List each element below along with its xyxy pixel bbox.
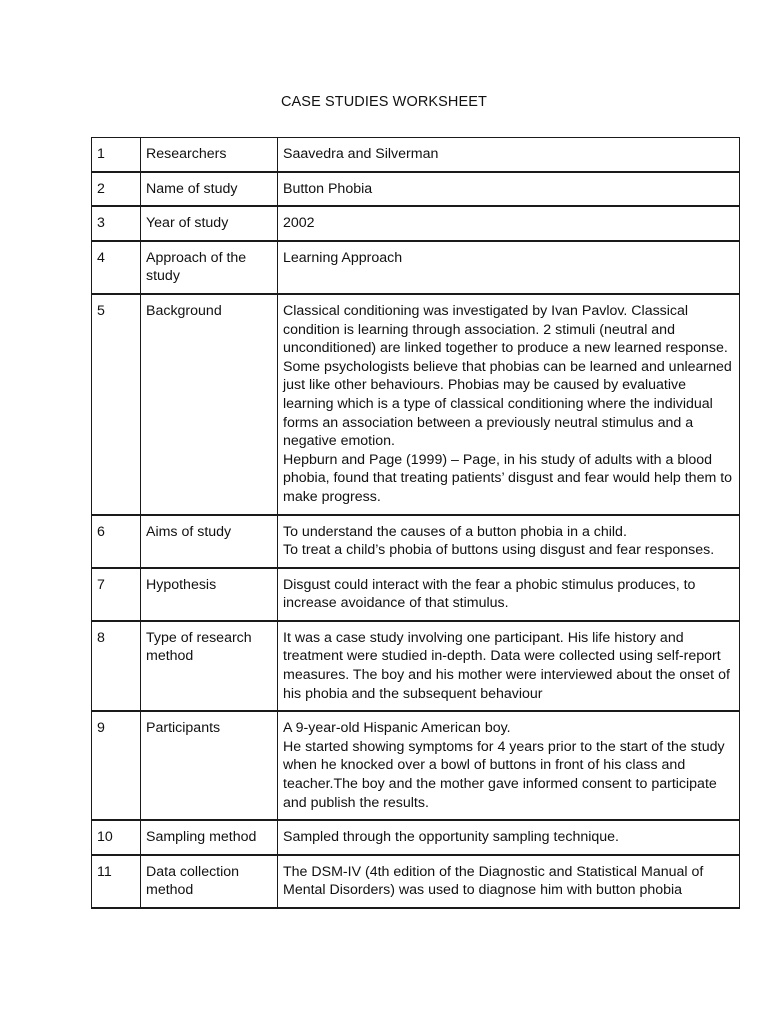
row-label: Year of study [141, 206, 278, 241]
row-value-paragraph: To treat a child’s phobia of buttons using disgust and fear responses. [283, 542, 715, 559]
row-value [278, 172, 740, 207]
row-value-paragraph: Button Phobia [283, 180, 373, 197]
row-value [278, 515, 740, 568]
row-label: Approach of the study [141, 241, 278, 294]
table-row [92, 515, 740, 568]
row-value-paragraph: Sampled through the opportunity sampling technique. [283, 829, 619, 846]
row-value-paragraph: Hepburn and Page (1999) – Page, in his study of adults with a blood phobia, found that treating patients’ disgust and fear would help them to make progress. [283, 451, 733, 505]
row-number: 5 [92, 294, 141, 515]
table-row [92, 621, 740, 711]
row-number: 9 [92, 711, 141, 820]
row-value [278, 241, 740, 294]
table-row [92, 206, 740, 241]
row-value-paragraph: 2002 [283, 215, 315, 232]
row-value [278, 711, 740, 820]
row-value-paragraph: Learning Approach [283, 249, 403, 266]
row-value-paragraph: Saavedra and Silverman [283, 146, 439, 162]
table-row [92, 568, 740, 621]
row-value-paragraph: He started showing symptoms for 4 years prior to the start of the study when he knocked over a bowl of buttons in front of his class and teacher.The boy and the mother gave informed consent to participate and publish the results. [283, 738, 725, 811]
row-number: 11 [92, 855, 141, 908]
row-number: 4 [92, 241, 141, 294]
row-value-paragraph: It was a case study involving one participant. His life history and treatment were studied in-depth. Data were collected using self-report measures. The boy and his mother were interviewed about the onset of his phobia and the subsequent behaviour [283, 629, 730, 702]
row-label: Hypothesis [141, 568, 278, 621]
table-row [92, 711, 740, 820]
table-row [92, 294, 740, 515]
row-number: 1 [92, 138, 141, 172]
row-label: Sampling method [141, 820, 278, 855]
row-number: 10 [92, 820, 141, 855]
row-label: Aims of study [141, 515, 278, 568]
row-label: Data collection method [141, 855, 278, 908]
row-number: 2 [92, 172, 141, 207]
row-label: Researchers [141, 138, 278, 172]
table-row [92, 172, 740, 207]
row-label: Name of study [141, 172, 278, 207]
worksheet-body [92, 138, 740, 909]
table-row [92, 820, 740, 855]
row-number: 7 [92, 568, 141, 621]
row-value-paragraph: A 9-year-old Hispanic American boy. [283, 720, 511, 737]
row-label: Type of research method [141, 621, 278, 711]
row-value [278, 138, 740, 172]
row-number: 8 [92, 621, 141, 711]
row-value [278, 206, 740, 241]
row-value [278, 855, 740, 908]
row-value [278, 621, 740, 711]
table-row [92, 241, 740, 294]
row-value-paragraph: Disgust could interact with the fear a phobic stimulus produces, to increase avoidance of that stimulus. [283, 576, 696, 612]
row-number: 6 [92, 515, 141, 568]
row-value-paragraph: Classical conditioning was investigated by Ivan Pavlov. Classical condition is learning through association. 2 stimuli (neutral and unconditioned) are linked together to produce a new learned response. Some psychologists believe that phobias can be learned and unlearned just like other behaviours. Phobias may be caused by evaluative learning which is a type of classical conditioning where the individual forms an association between a previously neutral stimulus and a negative emotion. [283, 302, 732, 450]
worksheet-table [91, 137, 740, 909]
row-value-paragraph: The DSM-IV (4th edition of the Diagnostic and Statistical Manual of Mental Disorders) was used to diagnose him with button phobia [283, 863, 704, 899]
row-value [278, 568, 740, 621]
row-number: 3 [92, 206, 141, 241]
row-value [278, 294, 740, 515]
table-row [92, 855, 740, 908]
page-title: CASE STUDIES WORKSHEET [280, 94, 488, 110]
table-row [92, 138, 740, 172]
row-label: Background [141, 294, 278, 515]
row-value-paragraph: To understand the causes of a button phobia in a child. [283, 523, 627, 540]
row-label: Participants [141, 711, 278, 820]
row-value [278, 820, 740, 855]
